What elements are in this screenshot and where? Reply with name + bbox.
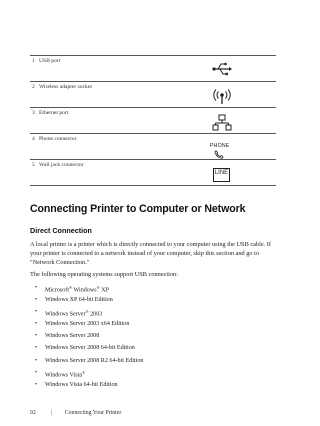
connector-row-ethernet [30,107,276,133]
connector-row-phone [30,133,276,159]
list-item: • Windows Server 2003 x64 Edition [35,321,130,328]
connector-row-usb [30,55,276,81]
os-intro: The following operating systems support USB connection: [30,271,178,278]
list-item: • Windows Server 2008 64-bit Edition [35,345,135,352]
list-item: • Windows Server 2008 [35,333,100,340]
ethernet-icon [212,114,232,132]
wireless-icon [212,88,232,106]
footer-separator: | [50,410,52,416]
list-item: • Windows Server 2008 R2 64-bit Edition [35,357,144,364]
list-item: • Windows Server® 2003 [35,309,103,318]
connector-label: 4 Phone connector [32,136,77,142]
body-paragraph: A local printer is a printer which is directly connected to your computer using the USB cable. If your printer is connected to a network instead of your computer, skip this section and go to "Network Connection." [30,241,271,266]
list-item: • Windows Vista 64-bit Edition [35,381,118,388]
connector-label: 5 Wall jack connector [32,162,84,168]
page-number: 92 [30,410,36,416]
connector-label: 1 USB port [32,58,61,64]
chapter-title: Connecting Your Printer [64,410,122,416]
list-item: • Microsoft® Windows® XP [35,285,109,294]
section-title: Connecting Printer to Computer or Network [30,203,246,215]
usb-icon [212,62,232,80]
connector-row-line [30,159,276,186]
list-item: • Windows XP 64-bit Edition [35,297,113,304]
page-footer [30,410,121,416]
phone-icon-label: PHONE [210,143,230,149]
connector-label: 2 Wireless adapter socket [32,84,92,90]
os-list [32,282,143,391]
section-subtitle: Direct Connection [30,226,92,235]
list-item: • Windows Vista® [35,369,86,379]
connector-table [30,55,276,186]
connector-row-wireless [30,81,276,107]
line-icon: LINE [213,168,230,182]
connector-label: 3 Ethernet port [32,110,69,116]
